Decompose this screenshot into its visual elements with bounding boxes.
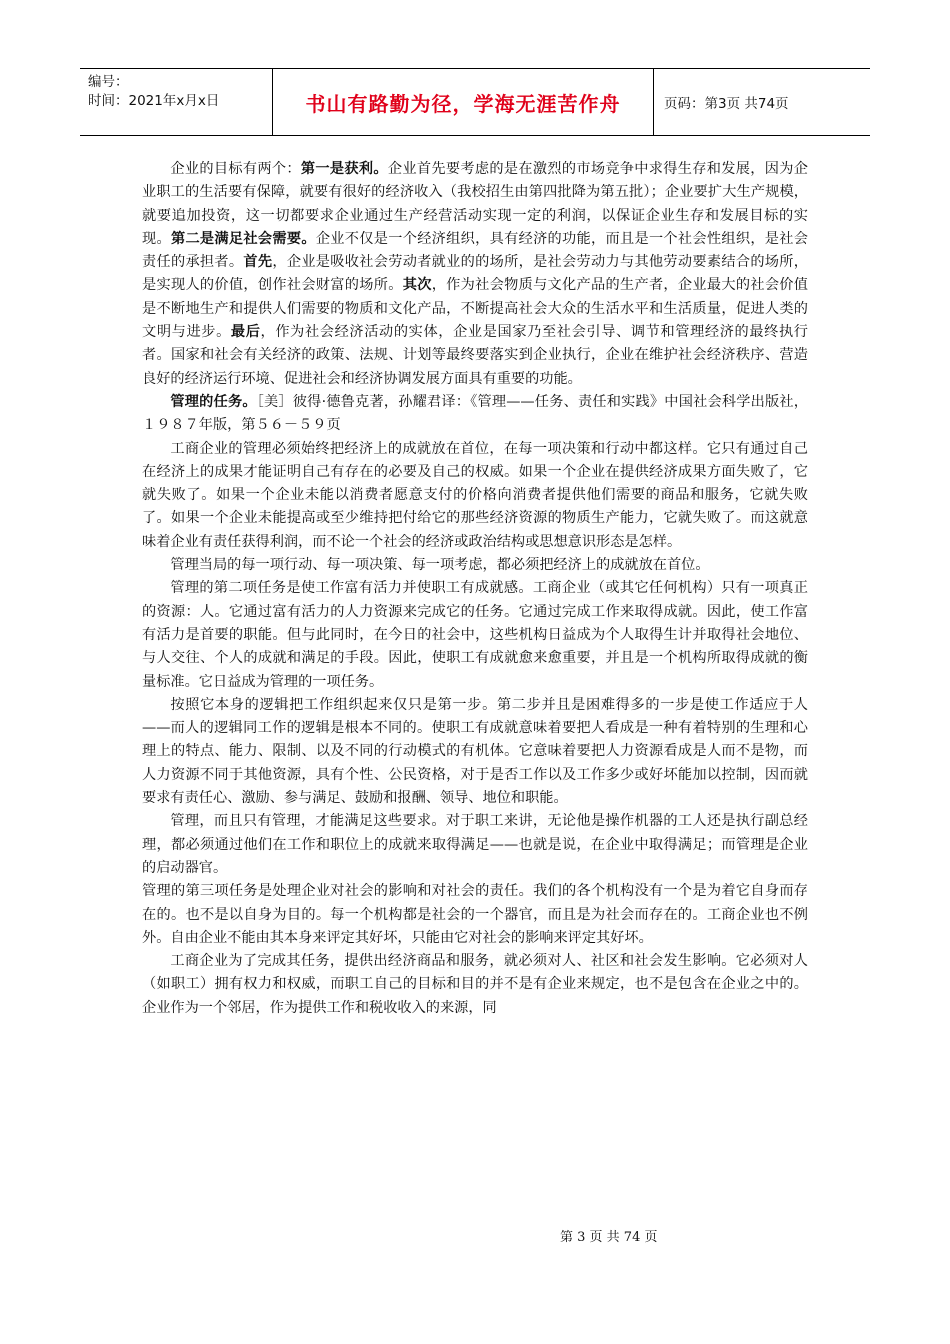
paragraph: 管理的第三项任务是处理企业对社会的影响和对社会的责任。我们的各个机构没有一个是为着它自身而存在的。也不是以自身为目的。每一个机构都是社会的一个器官，而且是为社会而存在的。工商企业也不例外。自由企业不能由其本身来评定其好坏，只能由它对社会的影响来评定其好坏。 bbox=[142, 883, 808, 946]
paragraph: 管理当局的每一项行动、每一项决策、每一项考虑，都必须把经济上的成就放在首位。 bbox=[170, 557, 710, 574]
text-run: ，企业是吸收社会劳动者就业的的场所，是社会劳动力与其他劳动要素结合的场所，是实现人的价值，创作社会财富的场所。 bbox=[142, 254, 808, 294]
doc-time-label: 时间：2021年x月x日 bbox=[88, 93, 220, 109]
paragraph: 管理，而且只有管理，才能满足这些要求。对于职工来讲，无论他是操作机器的工人还是执行副总经理，都必须通过他们在工作和职位上的成就来取得满足——也就是说，在企业中取得满足；而管理是企业的启动器官。 bbox=[142, 813, 808, 876]
paragraph: 按照它本身的逻辑把工作组织起来仅只是第一步。第二步并且是困难得多的一步是使工作适应于人——而人的逻辑同工作的逻辑是根本不同的。使职工有成就意味着要把人看成是一种有着特别的生理和心理上的特点、能力、限制、以及不同的行动模式的有机体。它意味着要把人力资源看成是人而不是物，而人力资源不同于其他资源，具有个性、公民资格，对于是否工作以及工作多少或好坏能加以控制，因而就要求有责任心、激励、参与满足、鼓励和报酬、领导、地位和职能。 bbox=[142, 696, 808, 807]
bold-run: 其次 bbox=[402, 277, 432, 294]
text-run: 企业首先要考虑的是在激烈的市场竞争中求得生存和发展，因为企业职工的生活要有保障，就要有很好的经济收入（我校招生由第四批降为第五批）；企业要扩大生产规模，就要追加投资，这一切都要求企业通过生产经营活动实现一定的利润，以保证企业生存和发展目标的实现。 bbox=[142, 161, 808, 247]
paragraph: 管理的第二项任务是使工作富有活力并使职工有成就感。工商企业（或其它任何机构）只有一项真正的资源：人。它通过富有活力的人力资源来完成它的任务。它通过完成工作来取得成就。因此，使工作富有活力是首要的职能。但与此同时，在今日的社会中，这些机构日益成为个人取得生计并取得社会地位、与人交往、个人的成就和满足的手段。因此，使职工有成就愈来愈重要，并且是一个机构所取得成就的衡量标准。它日益成为管理的一项任务。 bbox=[142, 580, 808, 690]
text-run: 企业的目标有两个： bbox=[170, 161, 301, 177]
bold-run: 首先 bbox=[243, 254, 273, 271]
paragraph: 工商企业为了完成其任务，提供出经济商品和服务，就必须对人、社区和社会发生影响。它必须对人（如职工）拥有权力和权威，而职工自己的目标和目的并不是有企业来规定，也不是包含在企业之中的。企业作为一个邻居，作为提供工作和税收收入的来源，同 bbox=[142, 953, 808, 1016]
paragraph-citation bbox=[142, 391, 808, 438]
bold-run: 第二是满足社会需要。 bbox=[170, 230, 316, 247]
paragraph-goals bbox=[142, 158, 808, 391]
header-page-info: 页码：第3页 共74页 bbox=[664, 96, 789, 112]
page-header bbox=[80, 68, 870, 136]
header-meta bbox=[80, 69, 273, 135]
text-run: ，作为社会经济活动的实体，企业是国家乃至社会引导、调节和管理经济的最终执行者。国家和社会有关经济的政策、法规、计划等最终要落实到企业执行，企业在维护社会经济秩序、营造良好的经济运行环境、促进社会和经济协调发展方面具有重要的功能。 bbox=[142, 324, 808, 387]
text-run: ［美］彼得·德鲁克著，孙耀君译：《管理——任务、责任和实践》中国社会科学出版社，１９８７年版，第５６－５９页 bbox=[142, 393, 808, 434]
bold-run: 第一是获利。 bbox=[300, 161, 388, 177]
bold-run: 最后 bbox=[230, 324, 261, 341]
document-body bbox=[142, 158, 808, 1020]
paragraph: 工商企业的管理必须始终把经济上的成就放在首位，在每一项决策和行动中都这样。它只有通过自己在经济上的成果才能证明自己有存在的必要及自己的权威。如果一个企业在提供经济成果方面失败了，它就失败了。如果一个企业未能以消费者愿意支付的价格向消费者提供他们需要的商品和服务，它就失败了。如果一个企业未能提高或至少维持把付给它的那些经济资源的物质生产能力，它就失败了。而这就意味着企业有责任获得利润，而不论一个社会的经济或政治结构或思想意识形态是怎样。 bbox=[142, 440, 808, 550]
header-motto: 书山有路勤为径，学海无涯苦作舟 bbox=[273, 69, 654, 135]
text-run: ，作为社会物质与文化产品的生产者，企业最大的社会价值是不断地生产和提供人们需要的物质和文化产品，不断提高社会大众的生活水平和生活质量，促进人类的文明与进步。 bbox=[142, 277, 808, 341]
page-footer: 第 3 页 共 74 页 bbox=[560, 1230, 658, 1245]
text-run: 企业不仅是一个经济组织，具有经济的功能，而且是一个社会性组织，是社会责任的承担者。 bbox=[142, 230, 808, 271]
doc-number-label: 编号： bbox=[88, 74, 129, 90]
bold-run: 管理的任务。 bbox=[170, 393, 257, 410]
